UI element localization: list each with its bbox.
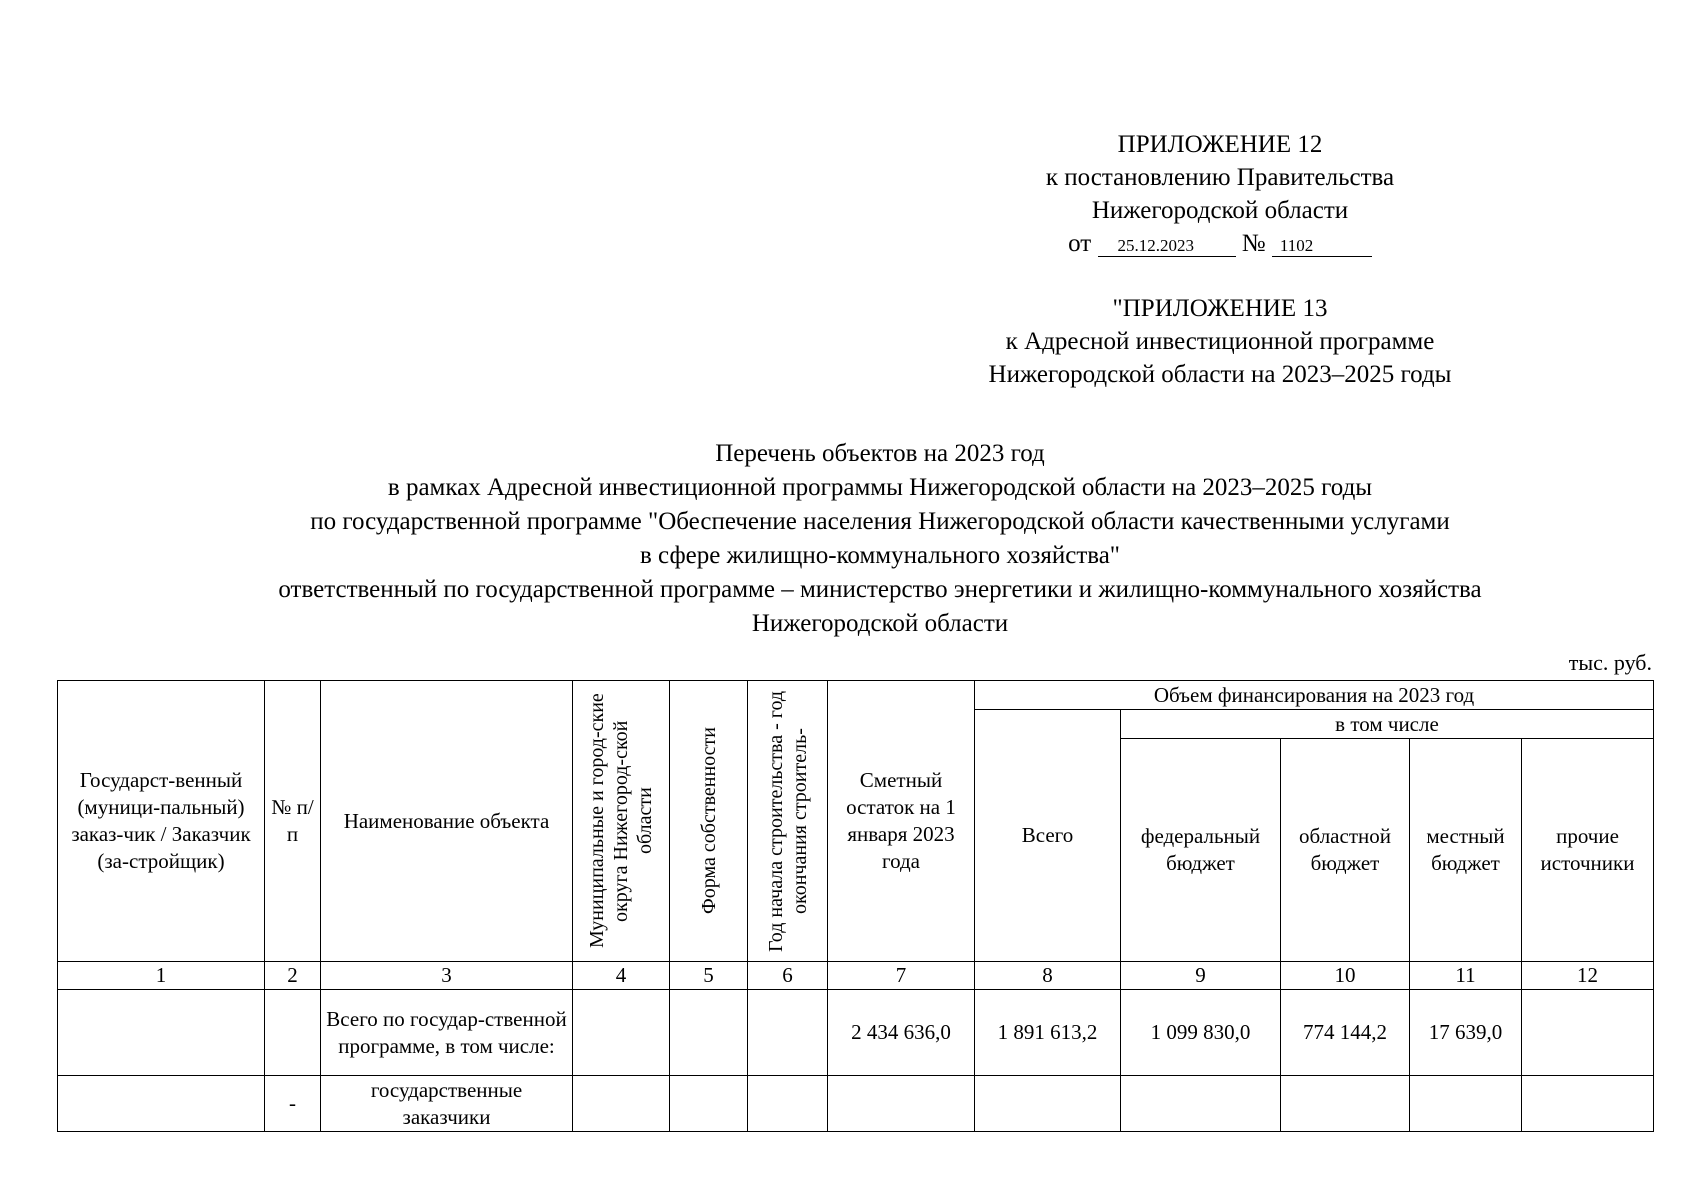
resolution-date: 25.12.2023 [1098, 236, 1236, 257]
appendix-13-title: "ПРИЛОЖЕНИЕ 13 [1112, 295, 1328, 322]
cell-districts [573, 990, 670, 1076]
cell-object-name: государственные заказчики [321, 1076, 573, 1132]
column-numbers-row [58, 962, 1654, 990]
col-num-2: 2 [265, 962, 321, 990]
table-row [58, 990, 1654, 1076]
header-ownership-cell [670, 681, 748, 962]
header-years: Год начала строительства - год окончания строитель- [764, 690, 811, 952]
header-regional: областной бюджет [1281, 739, 1410, 962]
cell-num [265, 990, 321, 1076]
document-title [150, 437, 1610, 641]
cell-num: - [265, 1076, 321, 1132]
col-num-11: 11 [1410, 962, 1522, 990]
cell-federal [1121, 1076, 1281, 1132]
cell-remaining [828, 1076, 975, 1132]
cell-total: 1 891 613,2 [975, 990, 1121, 1076]
cell-districts [573, 1076, 670, 1132]
header-federal: федеральный бюджет [1121, 739, 1281, 962]
header-object-name: Наименование объекта [321, 681, 573, 962]
header-customer: Государст-венный (муници-пальный) заказ-чик / Заказчик (за-стройщик) [58, 681, 265, 962]
resolution-number-line [930, 227, 1510, 260]
col-num-8: 8 [975, 962, 1121, 990]
from-label: от [1068, 230, 1092, 257]
number-label: № [1241, 230, 1266, 257]
title-line-5: ответственный по государственной программе – министерство энергетики и жилищно-коммунального хозяйства [278, 576, 1482, 603]
header-funding: Объем финансирования на 2023 год [975, 681, 1654, 710]
col-num-3: 3 [321, 962, 573, 990]
header-years-cell [748, 681, 828, 962]
units-label: тыс. руб. [1568, 650, 1652, 675]
col-num-1: 1 [58, 962, 265, 990]
header-total: Всего [975, 710, 1121, 962]
cell-other [1522, 990, 1654, 1076]
cell-years [748, 990, 828, 1076]
col-num-7: 7 [828, 962, 975, 990]
title-line-6: Нижегородской области [751, 610, 1009, 637]
appendix-13-header [930, 292, 1510, 391]
cell-regional: 774 144,2 [1281, 990, 1410, 1076]
table-row [58, 1076, 1654, 1132]
resolution-number: 1102 [1272, 236, 1372, 257]
cell-federal: 1 099 830,0 [1121, 990, 1281, 1076]
col-num-4: 4 [573, 962, 670, 990]
header-districts-cell [573, 681, 670, 962]
col-num-5: 5 [670, 962, 748, 990]
title-line-2: в рамках Адресной инвестиционной программы Нижегородской области на 2023–2025 годы [387, 474, 1373, 501]
col-num-9: 9 [1121, 962, 1281, 990]
cell-customer [58, 1076, 265, 1132]
col-num-12: 12 [1522, 962, 1654, 990]
appendix-13-line3: Нижегородской области на 2023–2025 годы [988, 361, 1452, 388]
cell-total [975, 1076, 1121, 1132]
appendix-12-line3: Нижегородской области [1091, 197, 1349, 224]
cell-years [748, 1076, 828, 1132]
title-line-1: Перечень объектов на 2023 год [715, 440, 1045, 467]
cell-ownership [670, 990, 748, 1076]
col-num-10: 10 [1281, 962, 1410, 990]
header-districts: Муниципальные и город-ские округа Нижегород-ской области [586, 693, 656, 949]
appendix-12-header [930, 128, 1510, 260]
title-line-4: в сфере жилищно-коммунального хозяйства" [639, 542, 1121, 569]
header-including: в том числе [1121, 710, 1654, 739]
cell-local [1410, 1076, 1522, 1132]
header-remaining: Сметный остаток на 1 января 2023 года [828, 681, 975, 962]
cell-remaining: 2 434 636,0 [828, 990, 975, 1076]
cell-regional [1281, 1076, 1410, 1132]
appendix-13-line2: к Адресной инвестиционной программе [1005, 328, 1435, 355]
appendix-12-line2: к постановлению Правительства [1045, 164, 1395, 191]
header-row-1 [58, 681, 1654, 710]
col-num-6: 6 [748, 962, 828, 990]
header-other: прочие источники [1522, 739, 1654, 962]
cell-local: 17 639,0 [1410, 990, 1522, 1076]
cell-customer [58, 990, 265, 1076]
header-ownership: Форма собственности [697, 727, 720, 915]
appendix-12-title: ПРИЛОЖЕНИЕ 12 [1117, 131, 1323, 158]
header-num: № п/п [265, 681, 321, 962]
objects-table [57, 680, 1654, 1132]
cell-ownership [670, 1076, 748, 1132]
title-line-3: по государственной программе "Обеспечение населения Нижегородской области качественными услугами [310, 508, 1450, 535]
header-local: местный бюджет [1410, 739, 1522, 962]
cell-object-name: Всего по государ-ственной программе, в том числе: [321, 990, 573, 1076]
cell-other [1522, 1076, 1654, 1132]
